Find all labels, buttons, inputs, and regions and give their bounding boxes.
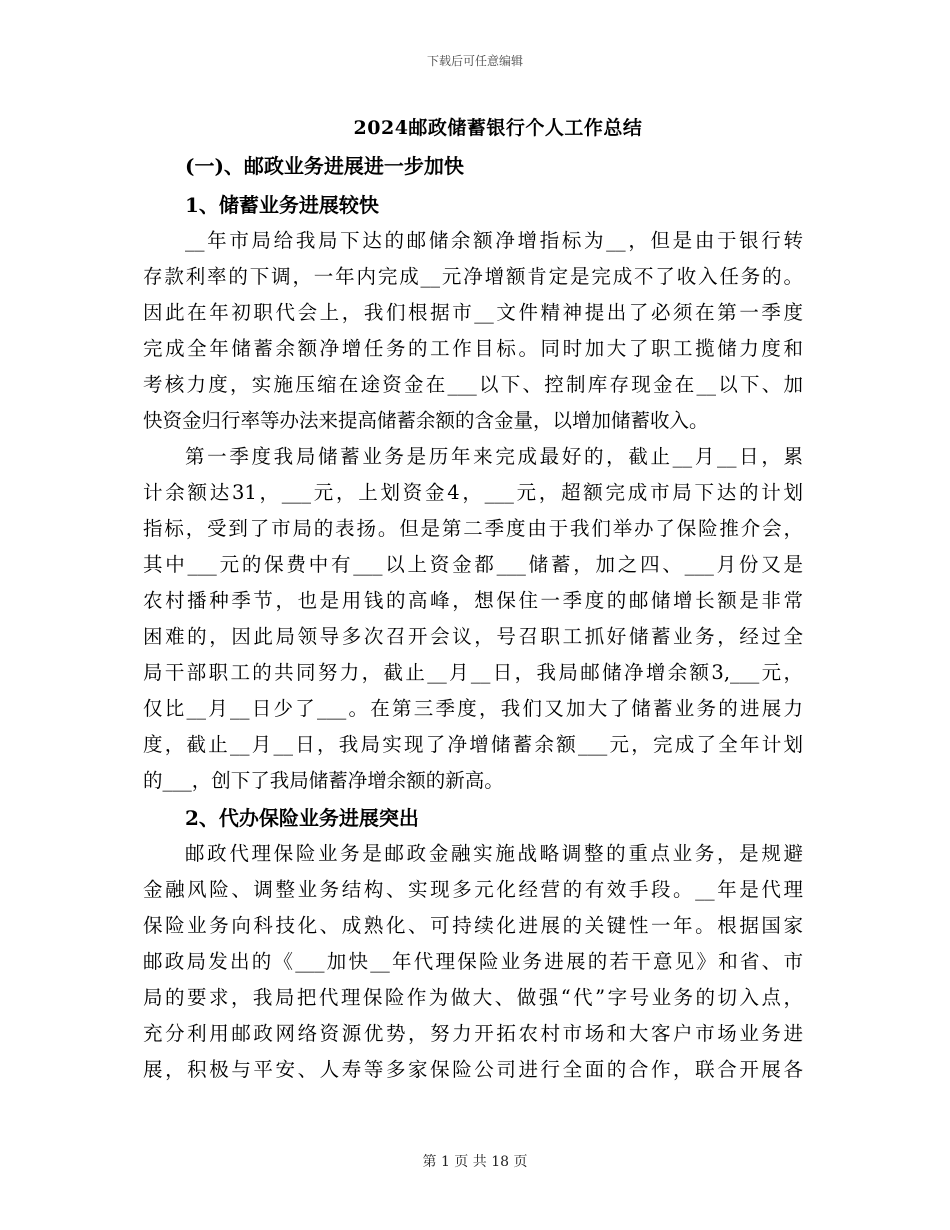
paragraph-line: 其中___元的保费中有___以上资金都___储蓄，加之四、___月份又是 bbox=[143, 553, 803, 576]
paragraph-line: 局的要求，我局把代理保险作为做大、做强“代”字号业务的切入点， bbox=[143, 986, 803, 1009]
document-title: 2024邮政储蓄银行个人工作总结 bbox=[353, 117, 643, 139]
paragraph-line: 计余额达31，___元，上划资金4，___元，超额完成市局下达的计划 bbox=[143, 481, 803, 504]
paragraph-line: 完成全年储蓄余额净增任务的工作目标。同时加大了职工揽储力度和 bbox=[143, 337, 803, 360]
header-note: 下载后可任意编辑 bbox=[426, 54, 523, 68]
paragraph-line: 邮政代理保险业务是邮政金融实施战略调整的重点业务，是规避 bbox=[185, 842, 803, 865]
paragraph-line: 困难的，因此局领导多次召开会议，号召职工抓好储蓄业务，经过全 bbox=[143, 625, 803, 648]
paragraph-line: 第一季度我局储蓄业务是历年来完成最好的，截止__月__日，累 bbox=[185, 445, 803, 468]
paragraph-line: 度，截止__月__日，我局实现了净增储蓄余额___元，完成了全年计划 bbox=[143, 733, 803, 756]
paragraph-line: 展，积极与平安、人寿等多家保险公司进行全面的合作，联合开展各 bbox=[143, 1058, 803, 1081]
paragraph-line: 局干部职工的共同努力，截止__月__日，我局邮储净增余额3,___元， bbox=[143, 661, 803, 684]
subsection-heading-1: 1、储蓄业务进展较快 bbox=[185, 193, 379, 217]
paragraph-line: 考核力度，实施压缩在途资金在___以下、控制库存现金在__以下、加 bbox=[143, 373, 803, 396]
paragraph-line: 邮政局发出的《___加快__年代理保险业务进展的若干意见》和省、市 bbox=[143, 950, 803, 973]
paragraph-line: 金融风险、调整业务结构、实现多元化经营的有效手段。__年是代理 bbox=[143, 878, 803, 901]
paragraph-line: 农村播种季节，也是用钱的高峰，想保住一季度的邮储增长额是非常 bbox=[143, 589, 803, 612]
document-body bbox=[143, 148, 803, 1088]
paragraph-line: 的___，创下了我局储蓄净增余额的新高。 bbox=[143, 769, 504, 792]
paragraph-line: 因此在年初职代会上，我们根据市__文件精神提出了必须在第一季度 bbox=[143, 301, 803, 324]
page-footer: 第 1 页 共 18 页 bbox=[422, 1154, 528, 1170]
paragraph bbox=[143, 439, 803, 799]
paragraph-line: 充分利用邮政网络资源优势，努力开拓农村市场和大客户市场业务进 bbox=[143, 1022, 803, 1045]
paragraph bbox=[143, 836, 803, 1088]
paragraph-line: __年市局给我局下达的邮储余额净增指标为__，但是由于银行转 bbox=[185, 229, 803, 252]
subsection-heading-2: 2、代办保险业务进展突出 bbox=[185, 806, 419, 830]
paragraph-line: 保险业务向科技化、成熟化、可持续化进展的关键性一年。根据国家 bbox=[143, 914, 803, 937]
paragraph-line: 存款利率的下调，一年内完成__元净增额肯定是完成不了收入任务的。 bbox=[143, 265, 803, 288]
section-heading: (一)、邮政业务进展进一步加快 bbox=[185, 154, 464, 178]
paragraph-line: 快资金归行率等办法来提高储蓄余额的含金量，以增加储蓄收入。 bbox=[143, 409, 709, 432]
paragraph-line: 仅比__月__日少了___。在第三季度，我们又加大了储蓄业务的进展力 bbox=[143, 697, 803, 720]
paragraph-line: 指标，受到了市局的表扬。但是第二季度由于我们举办了保险推介会， bbox=[143, 517, 803, 540]
paragraph bbox=[143, 223, 803, 439]
